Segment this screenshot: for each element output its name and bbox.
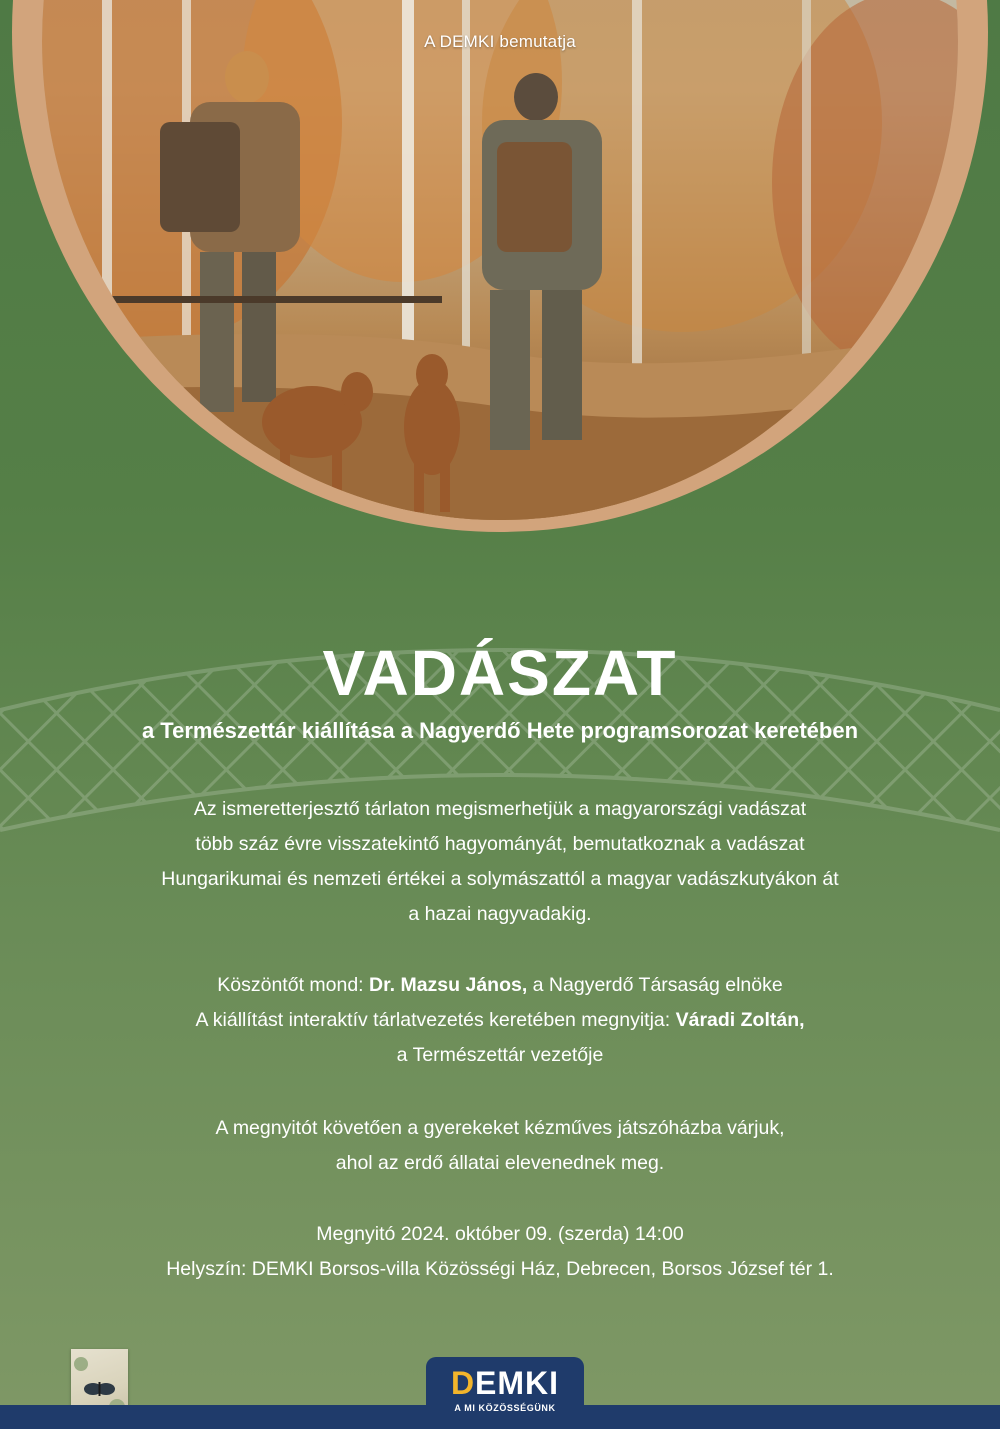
greeting-prefix: Köszöntőt mond: [217, 974, 370, 996]
opener-prefix: A kiállítást interaktív tárlatvezetés keretében megnyitja: [195, 1009, 676, 1031]
event-title: VADÁSZAT [322, 637, 678, 709]
description-line: a hazai nagyvadakig. [408, 903, 592, 925]
description-line: Hungarikumai és nemzeti értékei a solymászattól a magyar vadászkutyákon át [161, 868, 839, 890]
greeting-line [40, 968, 960, 1003]
kids-line: A megnyitót követően a gyerekeket kézműves játszóházba várjuk, [215, 1117, 785, 1139]
speaker-name-1: Dr. Mazsu János, [369, 974, 528, 996]
logo-tagline: A MI KÖZÖSSÉGÜNK [454, 1403, 556, 1413]
event-details [40, 1217, 960, 1287]
greeting-suffix: a Nagyerdő Társaság elnöke [527, 974, 783, 996]
speakers-block [40, 968, 960, 1073]
kids-program [40, 1111, 960, 1181]
hunters-photo [42, 0, 958, 520]
hunters-with-dogs-illustration [42, 0, 958, 520]
description-line: több száz évre visszatekintő hagyományát, bemutatkoznak a vadászat [195, 833, 805, 855]
event-description [40, 792, 960, 932]
opening-time: Megnyitó 2024. október 09. (szerda) 14:00 [316, 1223, 684, 1245]
logo-wordmark: DEMKI [450, 1365, 560, 1401]
opener-line [40, 1003, 960, 1038]
event-subtitle: a Természettár kiállítása a Nagyerdő Hete programsorozat keretében [141, 718, 859, 743]
event-location: Helyszín: DEMKI Borsos-villa Közösségi Ház, Debrecen, Borsos József tér 1. [166, 1258, 834, 1280]
presenter-line: A DEMKI bemutatja [424, 32, 576, 51]
opener-role: a Természettár vezetője [396, 1044, 604, 1066]
demki-logo [426, 1357, 584, 1429]
speaker-name-2: Váradi Zoltán, [675, 1009, 805, 1031]
kids-line: ahol az erdő állatai elevenednek meg. [335, 1152, 665, 1174]
description-line: Az ismeretterjesztő tárlaton megismerhetjük a magyarországi vadászat [193, 798, 807, 820]
